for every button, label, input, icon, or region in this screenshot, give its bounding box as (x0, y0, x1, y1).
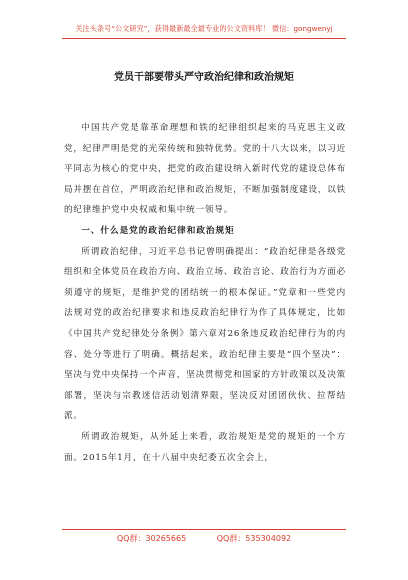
footer-qq-group-2: QQ群：535304092 (216, 534, 292, 543)
paragraph-political-rules: 所谓政治规矩，从外延上来看，政治规矩是党的规矩的一个方面。2015年1月，在十八届中央纪委五次全会上， (64, 431, 346, 463)
header-promo-text: 关注头条号“公文研究”，获得最新最全最专业的公文资料库！ 微信：gongwenyj (75, 24, 333, 33)
section-heading: 一、什么是党的政治纪律和政治规矩 (81, 225, 235, 236)
header-divider (62, 38, 346, 39)
footer-contact (0, 533, 408, 544)
paragraph-political-discipline: 所谓政治纪律，习近平总书记曾明确提出：“政治纪律是各级党组织和全体党员在政治方向、政治立场、政治言论、政治行为方面必须遵守的规矩，是维护党的团结统一的根本保证。”党章和一些党内法规对党的政治纪律要求和违反政治纪律行为作了具体规定，比如《中国共产党纪律处分条例》第六章对26条违反政治纪律行为的内容、处分等进行了明确。概括起来，政治纪律主要是“四个坚决”：坚决与党中央保持一个声音，坚决贯彻党和国家的方针政策以及决策部署，坚决与宗教迷信活动划清界限，坚决反对团团伙伙、拉帮结派。 (64, 246, 346, 422)
footer-divider (62, 529, 346, 530)
document-body (64, 118, 346, 468)
footer-qq-group-1: QQ群：30265665 (116, 534, 187, 543)
document-title: 党员干部要带头严守政治纪律和政治规矩 (114, 72, 294, 83)
paragraph-intro: 中国共产党是靠革命理想和铁的纪律组织起来的马克思主义政党，纪律严明是党的光荣传统和独特优势。党的十八大以来，以习近平同志为核心的党中央，把党的政治建设纳入新时代党的建设总体布局并摆在首位，严明政治纪律和政治规矩，不断加强制度建设，以铁的纪律维护党中央权威和集中统一领导。 (64, 123, 346, 216)
